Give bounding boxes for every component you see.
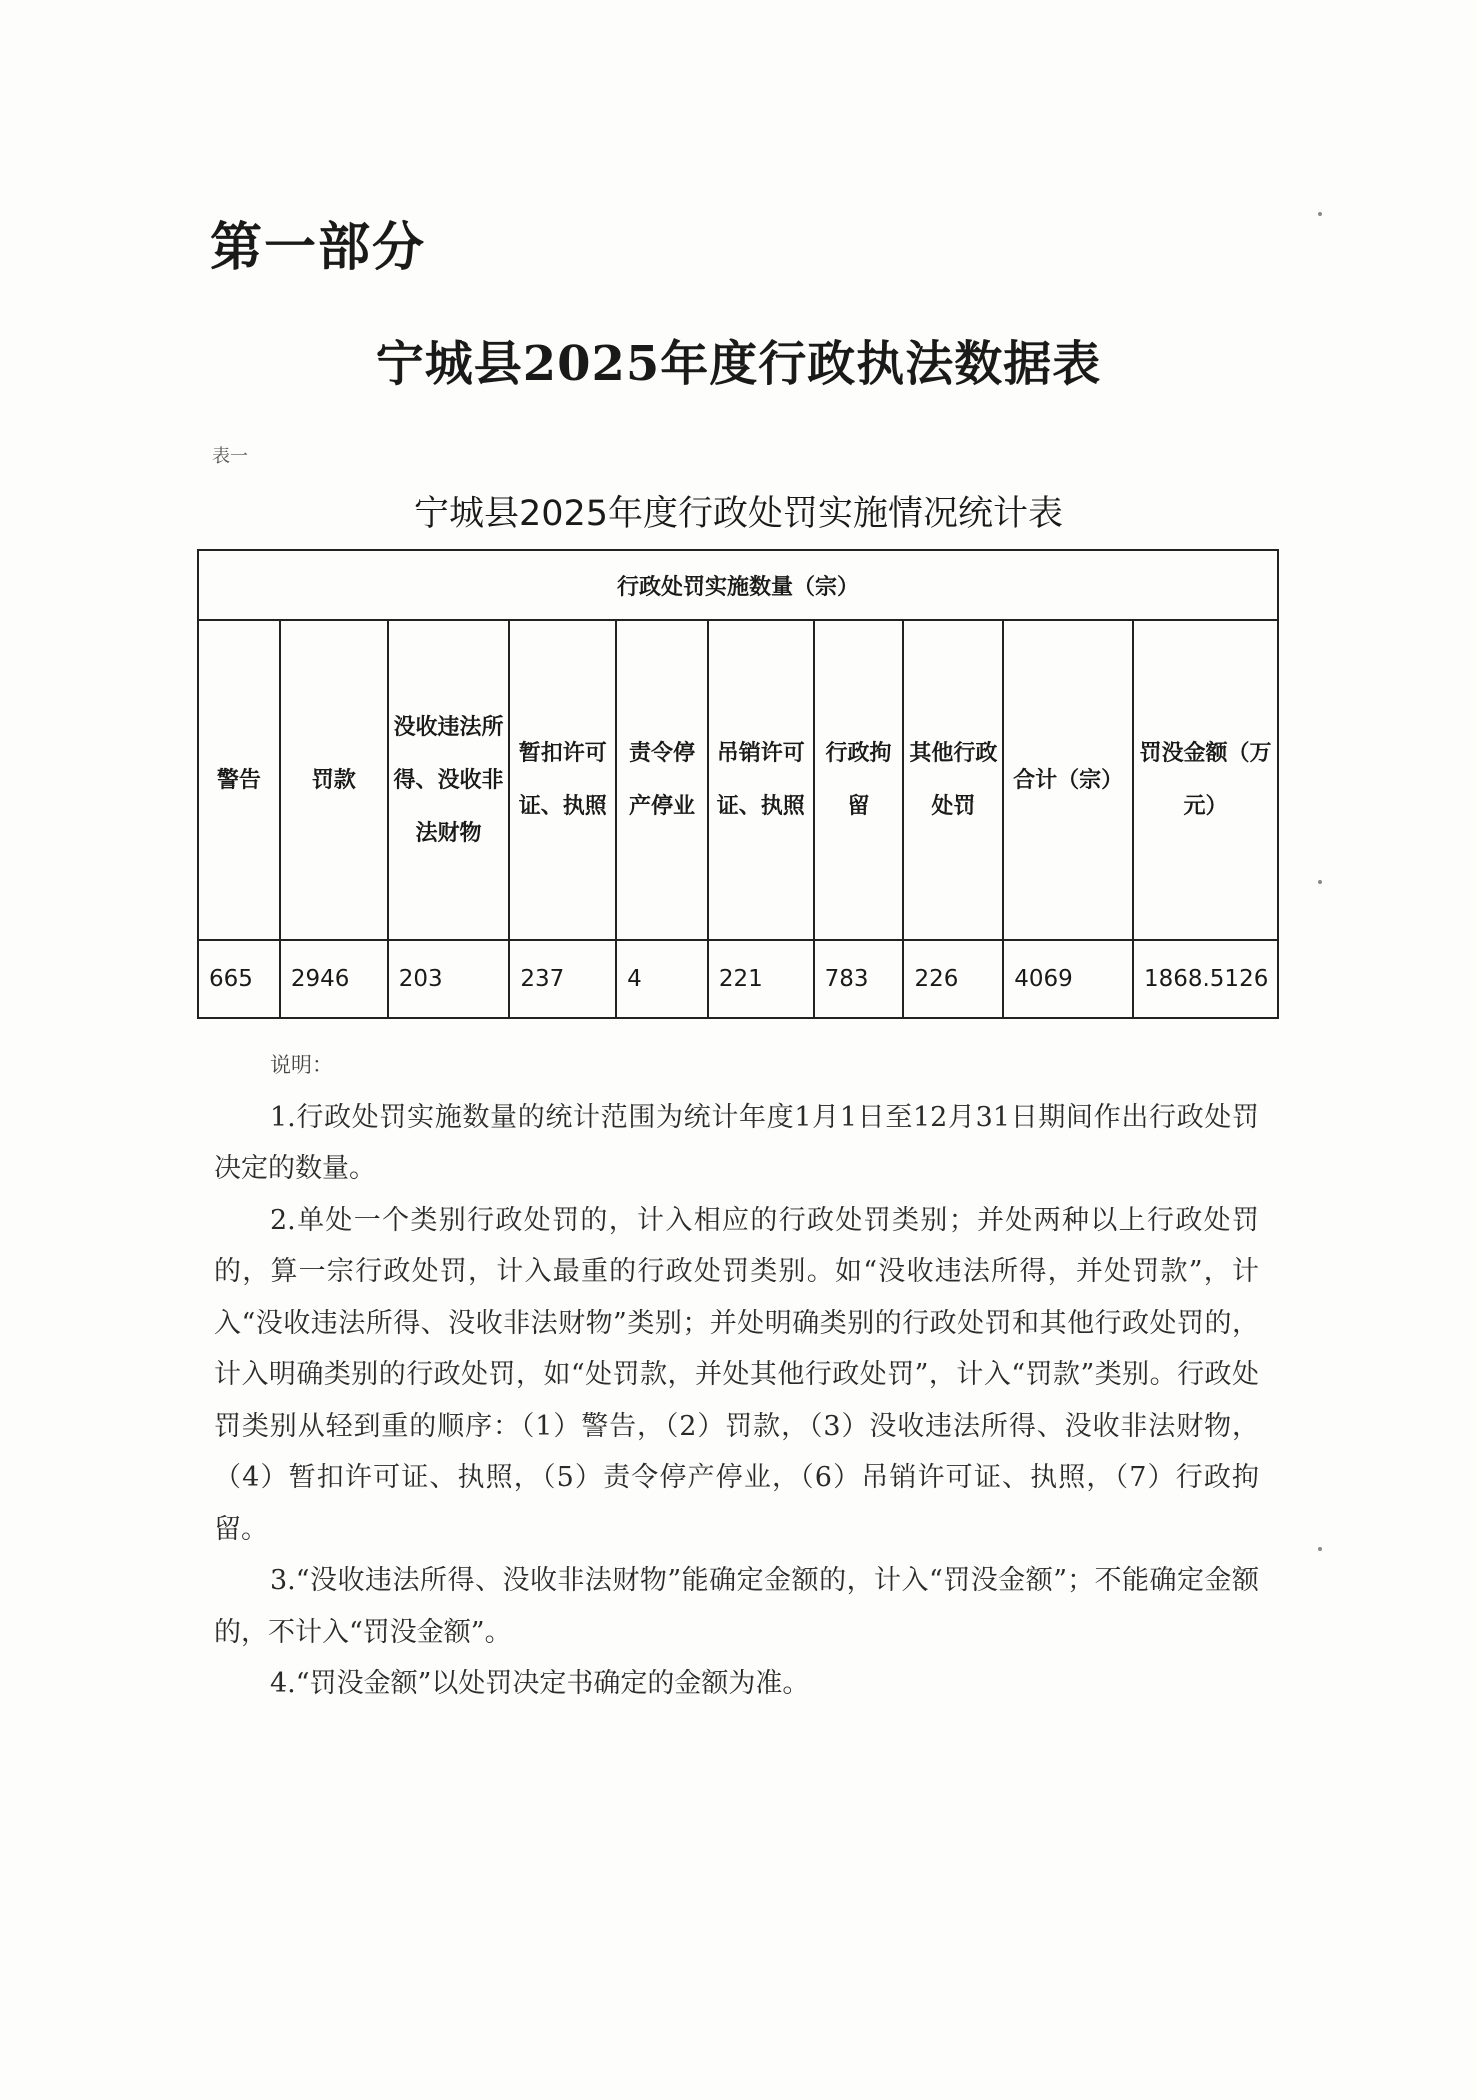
table-cell: 203 xyxy=(388,940,510,1018)
table-cell: 237 xyxy=(509,940,616,1018)
main-title: 宁城县2025年度行政执法数据表 xyxy=(375,336,1102,392)
table-title: 宁城县2025年度行政处罚实施情况统计表 xyxy=(413,494,1064,534)
note-item: 3.“没收违法所得、没收非法财物”能确定金额的，计入“罚没金额”；不能确定金额的，不计入“罚没金额”。 xyxy=(214,1565,1259,1648)
table-cell: 226 xyxy=(903,940,1003,1018)
table-cell: 4069 xyxy=(1003,940,1133,1018)
penalty-stats-table xyxy=(197,549,1279,1019)
column-header: 行政拘留 xyxy=(814,620,904,940)
scan-speck xyxy=(1318,212,1322,216)
column-header: 暂扣许可证、执照 xyxy=(509,620,616,940)
scan-speck xyxy=(1318,1547,1322,1551)
table-cell: 783 xyxy=(814,940,904,1018)
column-header: 警告 xyxy=(198,620,280,940)
notes-label: 说明： xyxy=(270,1053,333,1077)
notes-section xyxy=(214,1040,1259,1710)
table-number: 表一 xyxy=(212,446,248,467)
column-header: 合计（宗） xyxy=(1003,620,1133,940)
column-header: 罚没金额（万元） xyxy=(1133,620,1278,940)
column-header: 罚款 xyxy=(280,620,388,940)
column-header: 其他行政处罚 xyxy=(903,620,1003,940)
table-cell: 2946 xyxy=(280,940,388,1018)
part-heading: 第一部分 xyxy=(210,217,427,278)
note-item: 1.行政处罚实施数量的统计范围为统计年度1月1日至12月31日期间作出行政处罚决定的数量。 xyxy=(214,1101,1259,1184)
note-item: 2.单处一个类别行政处罚的，计入相应的行政处罚类别；并处两种以上行政处罚的，算一宗行政处罚，计入最重的行政处罚类别。如“没收违法所得，并处罚款”，计入“没收违法所得、没收非法财物”类别；并处明确类别的行政处罚和其他行政处罚的，计入明确类别的行政处罚，如“处罚款，并处其他行政处罚”，计入“罚款”类别。行政处罚类别从轻到重的顺序：（1）警告，（2）罚款，（3）没收违法所得、没收非法财物，（4）暂扣许可证、执照，（5）责令停产停业，（6）吊销许可证、执照，（7）行政拘留。 xyxy=(214,1204,1259,1545)
table-cell: 221 xyxy=(708,940,814,1018)
scan-speck xyxy=(1318,880,1322,884)
note-item: 4.“罚没金额”以处罚决定书确定的金额为准。 xyxy=(270,1668,810,1699)
column-header: 没收违法所得、没收非法财物 xyxy=(388,620,510,940)
table-cell: 665 xyxy=(198,940,280,1018)
table-cell: 1868.5126 xyxy=(1133,940,1278,1018)
table-cell: 4 xyxy=(616,940,708,1018)
column-header: 责令停产停业 xyxy=(616,620,708,940)
group-header: 行政处罚实施数量（宗） xyxy=(198,550,1278,620)
column-header: 吊销许可证、执照 xyxy=(708,620,814,940)
